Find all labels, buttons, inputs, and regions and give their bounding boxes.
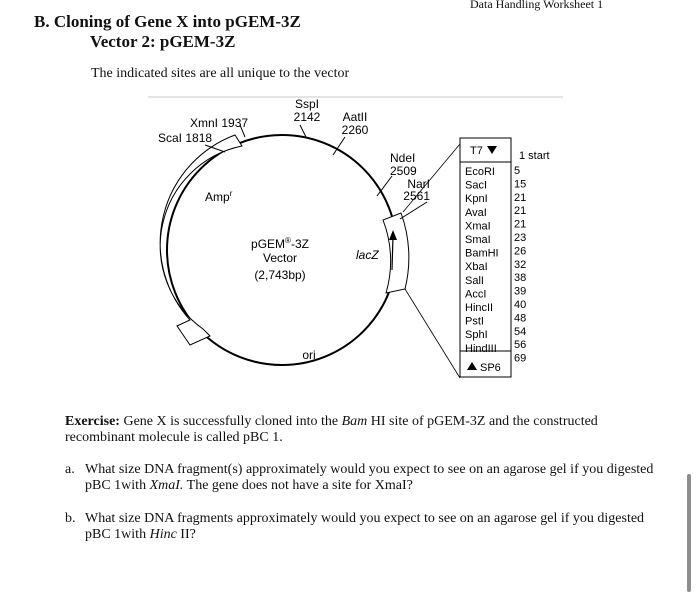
- mcs-position: 39: [514, 285, 527, 298]
- sspi-label: SspI: [294, 97, 320, 111]
- section-title: B. Cloning of Gene X into pGEM-3Z: [34, 12, 301, 31]
- aatii-position: 2260: [341, 123, 369, 137]
- mcs-site-kpni: KpnI: [465, 193, 488, 206]
- mcs-site-xbai: XbaI: [465, 261, 488, 274]
- mcs-site-hindiii: HindIII: [465, 342, 497, 355]
- amp-gene-arrow: [160, 135, 242, 345]
- scai-label: ScaI 1818: [158, 131, 213, 145]
- amp-label-text: Amp: [205, 190, 230, 204]
- ori-label: ori: [302, 348, 316, 362]
- mcs-position: 5: [514, 165, 521, 177]
- question-b-text-1: What size DNA fragments approximately would you expect to see on an agarose gel if you digested pBC 1with: [85, 511, 645, 542]
- start-label: 1 start: [519, 150, 550, 162]
- vector-word-label: Vector: [262, 251, 298, 265]
- mcs-site-smai: SmaI: [465, 234, 491, 246]
- question-a-number: a.: [65, 462, 75, 477]
- lacz-gene-arrow: [383, 213, 409, 293]
- mcs-site-ecori: EcoRI: [465, 166, 495, 178]
- mcs-position: 48: [514, 312, 527, 325]
- mcs-position: 21: [514, 205, 527, 218]
- exercise-text-2: HI site of pGEM-3Z and the constructed recombinant molecule is called pBC 1.: [65, 414, 598, 445]
- amp-label: [205, 189, 233, 204]
- sspi-tick: [300, 125, 306, 137]
- mcs-position: 21: [514, 218, 527, 231]
- mcs-site-psti: PstI: [465, 315, 484, 328]
- vector-title: Vector 2: pGEM-3Z: [90, 32, 236, 51]
- mcs-position: 15: [514, 178, 527, 191]
- vector-size-label: (2,743bp): [254, 268, 306, 282]
- intro-text: The indicated sites are all unique to the vector: [91, 66, 350, 81]
- bam-enzyme-italic: Bam: [341, 414, 368, 429]
- mcs-site-saci: SacI: [465, 179, 488, 192]
- question-b-text-2: II?: [176, 527, 196, 542]
- ndei-tick: [377, 176, 392, 196]
- ndei-position: 2509: [390, 164, 417, 178]
- question-a: [65, 462, 655, 494]
- question-b-number: b.: [65, 511, 76, 526]
- question-a-enzyme: XmaI.: [149, 478, 184, 493]
- exercise-text-1: Gene X is successfully cloned into the: [119, 414, 342, 429]
- amp-resistance-sup: r: [229, 189, 233, 198]
- mcs-site-sphi: SphI: [465, 329, 488, 342]
- mcs-position: 69: [514, 352, 527, 365]
- nari-label: NarI: [407, 177, 430, 191]
- sp6-promoter-label: SP6: [480, 362, 501, 374]
- mcs-position: 38: [514, 272, 527, 285]
- vector-name-suffix: -3Z: [290, 237, 309, 251]
- question-a-text-2: The gene does not have a site for XmaI?: [183, 478, 413, 493]
- exercise-paragraph: [65, 414, 625, 446]
- mcs-position: 23: [514, 232, 527, 244]
- mcs-connector-bottom: [405, 289, 460, 378]
- mcs-position: 32: [514, 258, 527, 271]
- mcs-position-list: [514, 165, 526, 365]
- nari-position: 2561: [403, 189, 430, 203]
- mcs-position: 54: [514, 325, 527, 338]
- xmni-label: XmnI 1937: [190, 116, 249, 130]
- question-b-enzyme: Hinc: [149, 527, 177, 542]
- question-a-text-1: What size DNA fragment(s) approximately would you expect to see on an agarose gel if you digested pBC 1with: [85, 462, 654, 493]
- mcs-site-sali: SalI: [465, 274, 484, 287]
- vector-name-label: [251, 236, 309, 251]
- mcs-position: 56: [514, 339, 527, 352]
- mcs-position: 21: [514, 191, 527, 204]
- sspi-position: 2142: [293, 110, 321, 124]
- worksheet-header: Data Handling Worksheet 1: [470, 0, 604, 11]
- mcs-position: 40: [514, 299, 527, 311]
- vector-name-text: pGEM: [251, 237, 286, 251]
- vertical-scrollbar[interactable]: [687, 474, 691, 592]
- lacz-label: lacZ: [356, 248, 379, 262]
- mcs-site-hincii: HincII: [465, 302, 494, 314]
- mcs-site-xmai: XmaI: [465, 220, 491, 233]
- t7-promoter-label: T7: [470, 145, 483, 157]
- mcs-position: 26: [514, 245, 527, 258]
- mcs-site-avai: AvaI: [465, 206, 487, 219]
- ndei-label: NdeI: [390, 151, 416, 165]
- registered-mark: ®: [285, 236, 291, 245]
- mcs-site-bamhi: BamHI: [465, 247, 499, 260]
- exercise-label: Exercise:: [65, 414, 120, 429]
- aatii-label: AatII: [342, 110, 368, 124]
- question-b: [65, 511, 655, 543]
- mcs-site-acci: AccI: [465, 288, 487, 301]
